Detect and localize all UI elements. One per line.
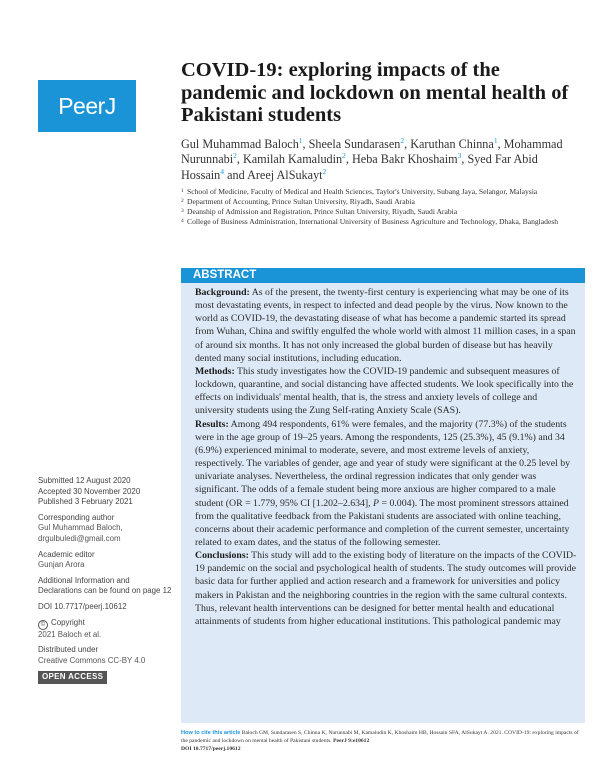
footer-doi[interactable]: DOI 10.7717/peerj.10612 [181, 745, 241, 752]
author-name: Karuthan Chinna [410, 137, 494, 151]
editor-block [38, 550, 173, 571]
open-access-badge: OPEN ACCESS [38, 671, 107, 684]
copyright-icon: © [38, 620, 48, 630]
affiliation-text: Deanship of Admission and Registration, Prince Sultan University, Riyadh, Saudi Arabia [187, 207, 458, 216]
conclusions-text: This study will add to the existing body of literature on the impacts of the COVID-19 pandemic on the social and psychological health of students. The study outcomes will provide basic data for further applied and action research and a framework for universities and policy makers in Pakistan and the neighboring countries in the region with the same cultural contexts. Thus, relevant health interventions can be designed for better mental health and educational attainments of students from higher educational institutions. This pathological pandemic may [195, 550, 577, 627]
author-list [181, 137, 581, 183]
editor-label: Academic editor [38, 549, 95, 559]
affiliation-text: Department of Accounting, Prince Sultan University, Riyadh, Saudi Arabia [187, 197, 415, 206]
affiliation-number: 4 [181, 218, 184, 224]
affiliation-item [181, 197, 581, 207]
author-name: Kamilah Kamaludin [242, 152, 343, 167]
cite-label: How to cite this article [181, 730, 241, 736]
abstract-body [181, 283, 585, 723]
author-separator: , [404, 137, 411, 151]
citation-footer [181, 730, 585, 753]
author-name: Gul Muhammad Baloch [181, 137, 299, 151]
author-name: Sheela Sundarasen [308, 137, 401, 151]
article-title: COVID-19: exploring impacts of the pandemic and lockdown on mental health of Pakistani students [181, 59, 569, 126]
author-affiliation-number: 1 [493, 135, 498, 145]
author-affiliation-number: 2 [342, 151, 346, 161]
results-label: Results: [195, 418, 229, 430]
license-block [38, 645, 173, 666]
dates-block [38, 476, 173, 508]
author-name: Areej AlSukayt [247, 167, 323, 182]
accepted-date: Accepted 30 November 2020 [38, 486, 141, 496]
author-affiliation-number: 2 [233, 151, 237, 161]
affiliation-text: College of Business Administration, International University of Business Agriculture and Technology, Dhaka, Bangladesh [187, 217, 559, 226]
author-separator: , [345, 152, 352, 167]
corresponding-name: Gul Muhammad Baloch, [38, 523, 123, 533]
affiliation-item [181, 187, 581, 197]
background-text: As of the present, the twenty-first century is experiencing what may be one of its most devastating events, in respect to infected and dead people by the virus. Now known to the world as COVID-19, the devastating disease of what has become a pandemic started its spread from Wuhan, China and swiftly engulfed the whole world with almost 11 million cases, in a span of around six months. It has not only increased the global burden of disease but has heavily dented many social institutions, including education. [195, 287, 576, 364]
author-name: Heba Bakr Khoshaim [351, 152, 458, 167]
affiliation-item [181, 217, 581, 227]
author-name: Syed Far Abid Hossain [181, 152, 538, 182]
abstract-methods [195, 365, 577, 418]
author-separator: , [302, 137, 309, 151]
author-separator: and [224, 167, 248, 182]
results-text: Among 494 respondents, 61% were females, and the majority (77.3%) of the students were in the age group of 19–25 years. Among the respondents, 125 (25.3%), 45 (9.1%) and 34 (6.9%) experienced minimal to moderate, severe, and most extreme levels of anxiety, respectively. The variables of gender, age and year of study were significant at the 0.25 level by univariate analyses. Nevertheless, the ordinal regression indicates that only gender was significant. The odds of a female student being more anxious are higher compared to a male student (OR = 1.779, 95% CI [1.202–2.634], [195, 418, 571, 509]
author-affiliation-number: 2 [400, 135, 405, 145]
author-separator: , [236, 152, 243, 167]
results-p-symbol: P [373, 497, 380, 509]
author-affiliation-number: 3 [457, 151, 462, 161]
affiliation-item [181, 207, 581, 217]
author-affiliation-number: 4 [220, 166, 225, 176]
published-date: Published 3 February 2021 [38, 497, 133, 507]
background-label: Background: [195, 287, 250, 298]
author-separator: , [497, 137, 504, 151]
author-separator: , [461, 152, 468, 167]
abstract-conclusions [195, 549, 577, 628]
methods-label: Methods: [195, 365, 235, 377]
abstract-background [195, 286, 577, 365]
article-info-sidebar [38, 476, 173, 684]
affiliation-number: 3 [181, 208, 184, 214]
copyright-label-row [38, 618, 173, 630]
license-label: Distributed under [38, 645, 99, 655]
abstract-heading: ABSTRACT [181, 268, 585, 283]
editor-name: Gunjan Arora [38, 560, 85, 570]
affiliation-text: School of Medicine, Faculty of Medical and Health Sciences, Taylor's University, Subang Jaya, Selangor, Malaysia [187, 187, 538, 196]
corresponding-email[interactable]: drgulbuledi@gmail.com [38, 533, 121, 543]
cite-text: Baloch GM, Sundarasen S, Chinna K, Nurunnabi M, Kamaludin K, Khoshaim HB, Hossain SFA, AlSukayt A. 2021. COVID-19: exploring impacts of the pandemic and lockdown on mental health of Pakistani students. [181, 730, 579, 744]
corresponding-label: Corresponding author [38, 512, 115, 522]
author-affiliation-number: 2 [322, 166, 327, 176]
doi-sidebar[interactable]: DOI 10.7717/peerj.10612 [38, 601, 127, 611]
author-name: Mohammad Nurunnabi [181, 137, 563, 167]
results-text-cont: = 0.004). The most prominent stressors attained from the qualitative feedback from the Pakistani students are associated with online teaching, concerns about their academic performance and completion of the current semester, uncertainty related to exam dates, and the status of the following semester. [195, 497, 570, 548]
affiliation-number: 1 [181, 188, 184, 194]
copyright-block [38, 618, 173, 641]
author-affiliation-number: 1 [298, 135, 303, 145]
affiliation-list [181, 187, 581, 227]
conclusions-label: Conclusions: [195, 550, 249, 562]
affiliation-number: 2 [181, 198, 184, 204]
additional-info[interactable]: Additional Information and Declarations can be found on page 12 [38, 575, 172, 596]
corresponding-block [38, 513, 173, 545]
copyright-label: Copyright [51, 617, 85, 627]
abstract-results [195, 418, 577, 550]
copyright-text: 2021 Baloch et al. [38, 629, 102, 639]
license-text[interactable]: Creative Commons CC-BY 4.0 [38, 655, 146, 665]
methods-text: This study investigates how the COVID-19 pandemic and subsequent measures of lockdown, quarantine, and social distancing have affected students. We look specifically into the effects on individuals' mental health, that is, the stress and anxiety levels of college and university students using the Zung Self-rating Anxiety Scale (SAS). [195, 365, 574, 417]
submitted-date: Submitted 12 August 2020 [38, 476, 131, 485]
cite-journal: PeerJ 9:e10612 [333, 737, 370, 744]
peerj-logo: PeerJ [38, 80, 136, 132]
